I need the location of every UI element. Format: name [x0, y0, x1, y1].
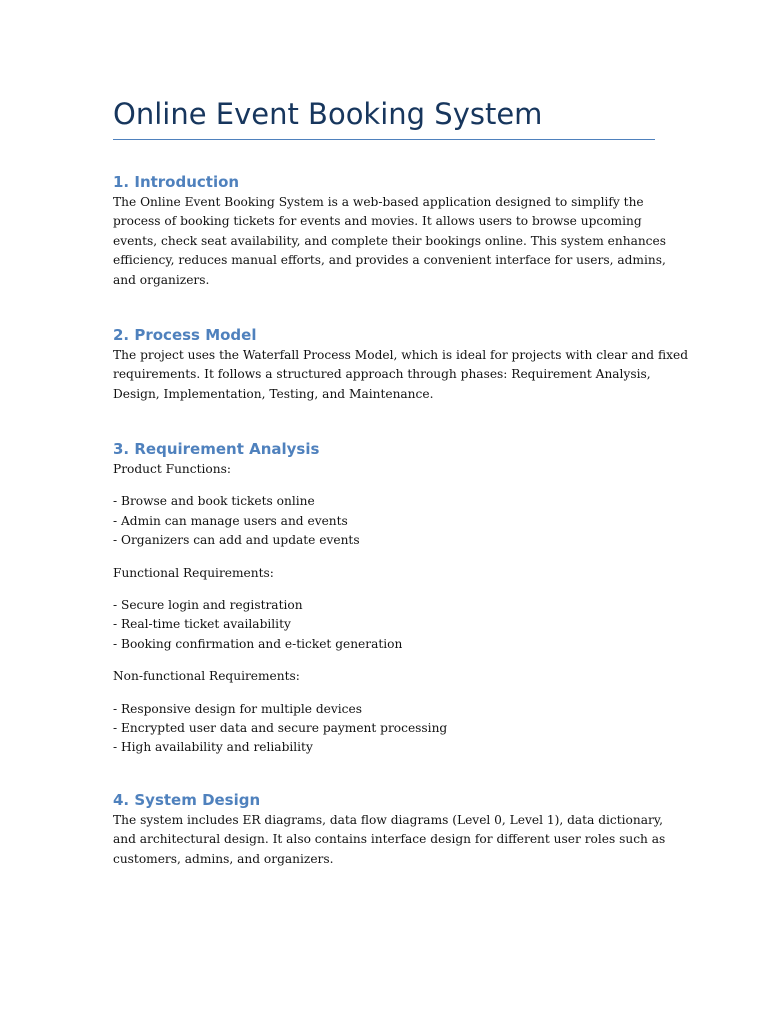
- list-item: - Booking confirmation and e-ticket generation: [113, 636, 403, 651]
- section-introduction: [113, 171, 666, 290]
- system-design-paragraph: [113, 811, 666, 869]
- list-item: - High availability and reliability: [113, 740, 313, 755]
- list-item: - Secure login and registration: [113, 598, 303, 613]
- section-system-design: [113, 789, 666, 869]
- section-process-model: [113, 324, 688, 404]
- paragraph-line: The system includes ER diagrams, data flow diagrams (Level 0, Level 1), data dictionary,: [113, 813, 663, 827]
- list-item: - Admin can manage users and events: [113, 513, 348, 528]
- list-item: - Responsive design for multiple devices: [113, 701, 362, 716]
- group-label-non-functional-requirements: Non-functional Requirements:: [113, 669, 300, 684]
- section-heading-introduction: 1. Introduction: [113, 173, 240, 191]
- section-requirement-analysis: [113, 438, 655, 771]
- process-model-paragraph: [113, 346, 688, 404]
- section-heading-process-model: 2. Process Model: [113, 326, 257, 344]
- list-item: - Real-time ticket availability: [113, 617, 291, 632]
- paragraph-line: requirements. It follows a structured approach through phases: Requirement Analysis,: [113, 367, 651, 382]
- paragraph-line: and organizers.: [113, 272, 210, 287]
- paragraph-line: and architectural design. It also contains interface design for different user roles such as: [113, 832, 666, 847]
- group-label-functional-requirements: Functional Requirements:: [113, 565, 274, 580]
- non-functional-requirements-list: [113, 700, 655, 758]
- paragraph-line: The project uses the Waterfall Process Model, which is ideal for projects with clear and fixed: [113, 348, 688, 362]
- paragraph-line: process of booking tickets for events and movies. It allows users to browse upcoming: [113, 214, 642, 229]
- section-heading-system-design: 4. System Design: [113, 791, 261, 809]
- group-label-product-functions: Product Functions:: [113, 462, 231, 476]
- document-title: Online Event Booking System: [113, 97, 543, 131]
- section-heading-requirement-analysis: 3. Requirement Analysis: [113, 440, 320, 458]
- introduction-paragraph: [113, 193, 666, 290]
- paragraph-line: customers, admins, and organizers.: [113, 851, 334, 866]
- paragraph-line: efficiency, reduces manual efforts, and provides a convenient interface for users, admins,: [113, 253, 666, 268]
- functional-requirements-list: [113, 596, 655, 654]
- list-item: - Organizers can add and update events: [113, 533, 360, 548]
- paragraph-line: The Online Event Booking System is a web-based application designed to simplify the: [113, 195, 644, 209]
- paragraph-line: Design, Implementation, Testing, and Maintenance.: [113, 386, 434, 401]
- title-underline-rule: [113, 139, 655, 140]
- list-item: - Encrypted user data and secure payment processing: [113, 721, 448, 736]
- list-item: - Browse and book tickets online: [113, 494, 315, 509]
- paragraph-line: events, check seat availability, and complete their bookings online. This system enhances: [113, 233, 666, 248]
- product-functions-list: [113, 492, 655, 550]
